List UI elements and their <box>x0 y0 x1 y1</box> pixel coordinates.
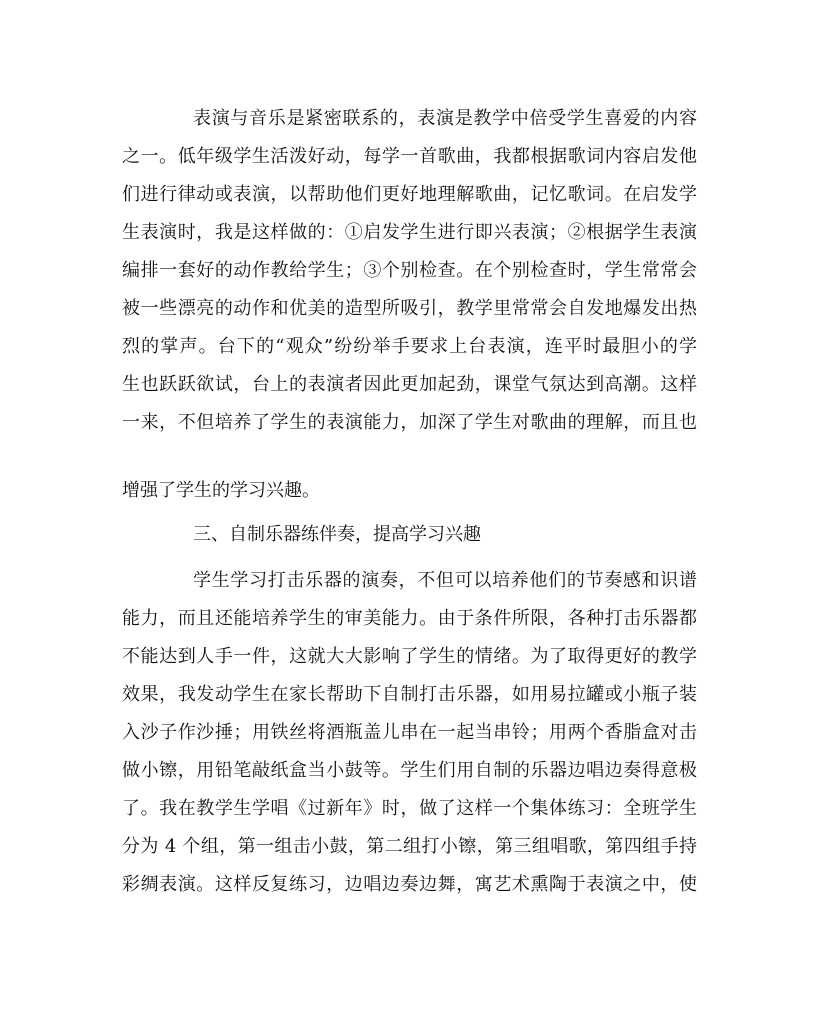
paragraph-line: 做小镲，用铅笔敲纸盒当小鼓等。学生们用自制的乐器边唱边奏得意极 <box>122 760 697 781</box>
paragraph-line: 增强了学生的学习兴趣。 <box>122 480 320 501</box>
paragraph-line: 编排一套好的动作教给学生；③个别检查。在个别检查时，学生常常会 <box>122 260 697 281</box>
paragraph-line: 之一。低年级学生活泼好动，每学一首歌曲，我都根据歌词内容启发他 <box>122 146 697 167</box>
paragraph-line: 能力，而且还能培养学生的审美能力。由于条件所限，各种打击乐器都 <box>122 608 697 629</box>
paragraph-line: 了。我在教学生学唱《过新年》时，做了这样一个集体练习：全班学生 <box>122 798 697 819</box>
paragraph-line: 学生学习打击乐器的演奏，不但可以培养他们的节奏感和识谱 <box>193 570 697 591</box>
paragraph-line: 效果，我发动学生在家长帮助下自制打击乐器，如用易拉罐或小瓶子装 <box>122 684 697 705</box>
paragraph-line: 一来，不但培养了学生的表演能力，加深了学生对歌曲的理解，而且也 <box>122 412 697 433</box>
paragraph-line: 彩绸表演。这样反复练习，边唱边奏边舞，寓艺术熏陶于表演之中，使 <box>122 874 697 895</box>
paragraph-line: 入沙子作沙捶；用铁丝将酒瓶盖儿串在一起当串铃；用两个香脂盒对击 <box>122 722 697 743</box>
paragraph-line: 们进行律动或表演，以帮助他们更好地理解歌曲，记忆歌词。在启发学 <box>122 184 697 205</box>
paragraph-line: 生表演时，我是这样做的：①启发学生进行即兴表演；②根据学生表演 <box>122 222 697 243</box>
paragraph-line: 被一些漂亮的动作和优美的造型所吸引，教学里常常会自发地爆发出热 <box>122 298 697 319</box>
paragraph-line: 烈的掌声。台下的“观众”纷纷举手要求上台表演，连平时最胆小的学 <box>122 336 697 357</box>
paragraph-line: 生也跃跃欲试，台上的表演者因此更加起劲，课堂气氛达到高潮。这样 <box>122 374 697 395</box>
section-heading: 三、自制乐器练伴奏，提高学习兴趣 <box>193 524 481 545</box>
paragraph-line: 不能达到人手一件，这就大大影响了学生的情绪。为了取得更好的教学 <box>122 646 697 667</box>
paragraph-line: 分为 4 个组，第一组击小鼓，第二组打小镲，第三组唱歌，第四组手持 <box>122 836 697 857</box>
paragraph-line: 表演与音乐是紧密联系的，表演是教学中倍受学生喜爱的内容 <box>193 108 697 129</box>
